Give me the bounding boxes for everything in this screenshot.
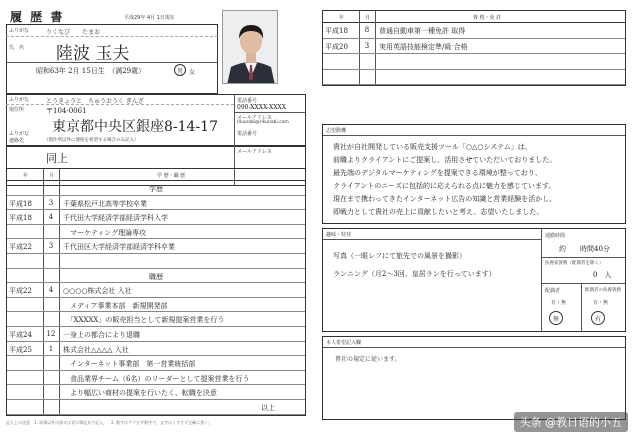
- row-year: 平成22: [9, 243, 32, 252]
- table-row: [7, 312, 305, 327]
- row-text: 千代田大学経済学部経済学科入学: [63, 214, 168, 223]
- postal-code: 〒104-0061: [46, 107, 87, 115]
- spouse-circle: 無: [549, 311, 563, 325]
- row-text: マーケティング理論専攻: [63, 228, 147, 237]
- spouse-duty-label: 配偶者の扶養義務: [585, 288, 621, 293]
- lic-col-year: 年: [339, 15, 345, 21]
- request-text: 貴社の規定に従います。: [335, 356, 401, 363]
- row-month: 12: [46, 330, 56, 338]
- col-item: 学 歴・職 歴: [157, 173, 186, 179]
- table-row: [7, 225, 305, 240]
- row-month: 3: [364, 41, 370, 50]
- phone-value: 090-XXXX-XXXX: [237, 104, 287, 111]
- row-text: 千葉県松戸北高等学校卒業: [63, 199, 147, 208]
- table-row: [323, 23, 625, 39]
- resume-title: 履 歴 書: [10, 10, 65, 24]
- addr-label: 現住所: [9, 107, 25, 113]
- applicant-name: 陸波 玉夫: [56, 44, 130, 64]
- row-year: 平成24: [9, 331, 32, 339]
- row-text: 以上: [261, 404, 275, 412]
- contact-value: 同上: [46, 152, 68, 165]
- row-text: 株式会社△△△△ 入社: [63, 345, 129, 354]
- addr-furigana: とうきょうと ちゅうおうく ぎんざ: [46, 98, 144, 105]
- row-month: 8: [364, 26, 370, 34]
- row-text: 食品業界チーム（6名）のリーダーとして提案営業を行う: [63, 374, 250, 383]
- col-year: 年: [23, 173, 29, 179]
- dependents-label: 扶養家族数（配偶者を除く）: [545, 261, 604, 266]
- row-text: 「XXXXX」の販売担当として新規提案営業を行う: [63, 316, 225, 325]
- email-value: rikunabi@rikunabi.com: [237, 120, 289, 125]
- contact-note: （現住所以外に連絡を希望する場合のみ記入）: [44, 138, 139, 143]
- row-text: インターネット事業部 第一営業統括部: [63, 360, 196, 369]
- row-year: 平成22: [9, 287, 32, 296]
- row-text: より幅広い商材の提案を行いたく、転職を決意: [63, 389, 217, 398]
- table-row: [7, 196, 305, 211]
- table-row: [7, 400, 305, 415]
- motive-box: [322, 124, 626, 224]
- row-text: 千代田区大学経済学部経済学科卒業: [63, 243, 175, 252]
- email-label: メールアドレス: [237, 115, 272, 121]
- col-month: 月: [49, 173, 55, 179]
- watermark: 头条 @教日语的小五: [514, 412, 629, 432]
- request-box: [322, 336, 626, 420]
- birth-date: 昭和63年 2月 15日生 （満29歳）: [36, 67, 146, 75]
- license-header: [323, 11, 625, 23]
- portrait-image: [223, 11, 278, 84]
- request-label: 本人希望記入欄: [326, 340, 362, 346]
- table-row: [7, 298, 305, 313]
- resume-left-page: [6, 6, 318, 425]
- license-table: [322, 10, 626, 86]
- spouse-value: 有・無: [551, 300, 567, 306]
- table-row: [7, 269, 305, 284]
- motive-label: 志望動機: [326, 128, 347, 134]
- row-month: 4: [48, 213, 54, 222]
- hobby-box: [322, 228, 626, 332]
- gender-female: 女: [189, 69, 196, 76]
- contact-label: 連絡先: [9, 138, 25, 144]
- contact-furigana-label: ふりがな: [9, 131, 30, 137]
- table-row: [7, 239, 305, 254]
- text-line: 貴社が自社開発している販売支援ツール「○△○システム」は、: [333, 143, 532, 151]
- text-line: 最先端のデジタルマーケティングを提案できる環境が整っており、: [333, 169, 542, 177]
- table-row: [7, 181, 305, 196]
- row-year: 平成18: [9, 214, 32, 223]
- history-header: [7, 169, 305, 181]
- furigana-label: ふりがな: [9, 28, 30, 34]
- text-line: クライアントのニーズに包括的に応えられる点に魅力を感じています。: [333, 182, 556, 190]
- phone-label: 電話番号: [237, 98, 258, 104]
- row-month: 4: [48, 286, 54, 295]
- footnote: 記入上の注意 1. 鉛筆以外の黒又は青の筆記具で記入。 2. 数字はアラビア数字で、文字はくずさず正確に書く。: [6, 420, 213, 425]
- commute-value: 約 時間40分: [559, 245, 610, 253]
- history-table: [6, 168, 306, 416]
- text-line: ランニング（月2～3回、皇居ランを行っています）: [333, 270, 496, 278]
- row-text: 実用英語技能検定準/級 合格: [379, 42, 468, 51]
- date-line: 平成29年 4月 1日現在: [124, 15, 175, 21]
- commute-label: 通勤時間: [545, 233, 566, 239]
- row-text: ○○○○株式会社 入社: [63, 287, 132, 296]
- lic-col-month: 月: [365, 15, 371, 21]
- phone2-label: 電話番号: [237, 131, 258, 137]
- resume-right-page: [322, 6, 634, 418]
- table-row: [7, 385, 305, 400]
- text-line: 即戦力として貴社の売上に貢献したいと考え、志望いたしました。: [333, 208, 544, 216]
- photo: [222, 10, 278, 84]
- row-year: 平成18: [325, 27, 348, 35]
- text-line: 写真（一眼レフにて旅先での風景を撮影）: [333, 252, 466, 260]
- table-row: [323, 54, 625, 70]
- name-furigana: りくなび たまお: [46, 29, 101, 36]
- row-text: 学歴: [149, 185, 163, 193]
- email2-label: メールアドレス: [237, 149, 272, 155]
- table-row: [7, 327, 305, 342]
- spouse-label: 配偶者: [545, 288, 561, 294]
- row-year: 平成25: [9, 345, 32, 354]
- row-month: 3: [48, 242, 54, 251]
- spouse-duty-circle: 有: [591, 311, 605, 325]
- table-row: [323, 70, 625, 86]
- table-row: [7, 342, 305, 357]
- hobby-label: 趣味・特技: [326, 232, 352, 238]
- text-line: 現在まで携わってきたインターネット広告の知識と営業経験を活かし、: [333, 195, 557, 203]
- table-row: [323, 39, 625, 55]
- spouse-duty-value: 有・無: [593, 300, 609, 306]
- table-row: [7, 371, 305, 386]
- row-text: 一身上の都合により退職: [63, 331, 140, 339]
- row-text: メディア事業本部 新規開発部: [63, 301, 168, 310]
- dependents-value: 0 人: [593, 271, 612, 279]
- table-row: [7, 356, 305, 371]
- address: 東京都中央区銀座8-14-17: [52, 119, 218, 135]
- text-line: 前職よりクライアントにご提案し、活用させていただいておりました。: [333, 156, 557, 164]
- table-row: [7, 210, 305, 225]
- row-month: 1: [48, 344, 54, 353]
- row-text: 普通自動車第一種免許 取得: [379, 27, 466, 35]
- name-label: 氏 名: [9, 45, 25, 51]
- row-year: 平成20: [325, 42, 348, 51]
- table-row: [7, 254, 305, 269]
- row-text: 職歴: [149, 272, 163, 281]
- gender-male: 男: [174, 64, 186, 76]
- row-year: 平成18: [9, 199, 32, 208]
- lic-col-item: 資 格・免 許: [473, 15, 502, 21]
- row-month: 3: [48, 198, 54, 207]
- addr-furigana-label: ふりがな: [9, 97, 30, 103]
- table-row: [7, 283, 305, 298]
